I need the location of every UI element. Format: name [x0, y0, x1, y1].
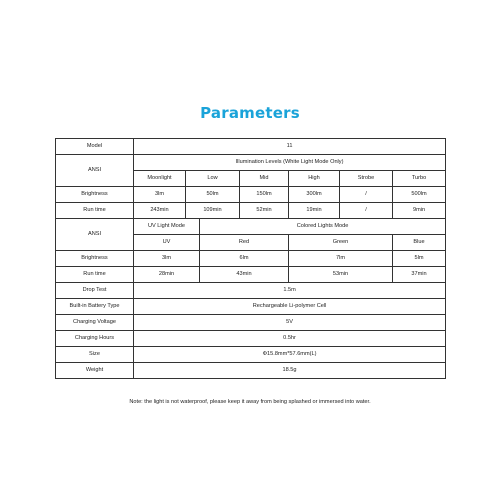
- color-brightness-value: 5lm: [393, 251, 446, 267]
- mode-mid: Mid: [240, 171, 289, 187]
- row-white-brightness: [56, 187, 446, 203]
- colored-mode-header: Colored Lights Mode: [200, 219, 446, 235]
- white-brightness-label: Brightness: [56, 187, 134, 203]
- battery-value: Rechargeable Li-polymer Cell: [134, 299, 446, 315]
- charging-voltage-label: Charging Voltage: [56, 315, 134, 331]
- white-brightness-value: /: [340, 187, 393, 203]
- color-runtime-value: 53min: [289, 267, 393, 283]
- drop-test-label: Drop Test: [56, 283, 134, 299]
- row-battery: [56, 299, 446, 315]
- page-title: Parameters: [200, 104, 300, 122]
- row-model: [56, 139, 446, 155]
- charging-hours-value: 0.5hr: [134, 331, 446, 347]
- color-brightness-value: 6lm: [200, 251, 289, 267]
- white-ansi-label: ANSI: [56, 155, 134, 187]
- row-charging-voltage: [56, 315, 446, 331]
- row-color-brightness: [56, 251, 446, 267]
- color-runtime-label: Run time: [56, 267, 134, 283]
- row-white-runtime: [56, 203, 446, 219]
- white-brightness-value: 50lm: [186, 187, 240, 203]
- mode-low: Low: [186, 171, 240, 187]
- mode-blue: Blue: [393, 235, 446, 251]
- waterproof-note: Note: the light is not waterproof, please keep it away from being splashed or immersed into water.: [129, 399, 371, 405]
- white-runtime-value: 19min: [289, 203, 340, 219]
- white-runtime-value: 109min: [186, 203, 240, 219]
- charging-voltage-value: 5V: [134, 315, 446, 331]
- row-charging-hours: [56, 331, 446, 347]
- color-runtime-value: 28min: [134, 267, 200, 283]
- mode-high: High: [289, 171, 340, 187]
- mode-red: Red: [200, 235, 289, 251]
- row-color-runtime: [56, 267, 446, 283]
- row-weight: [56, 363, 446, 379]
- drop-test-value: 1.5m: [134, 283, 446, 299]
- charging-hours-label: Charging Hours: [56, 331, 134, 347]
- mode-turbo: Turbo: [393, 171, 446, 187]
- color-ansi-label: ANSI: [56, 219, 134, 251]
- white-runtime-value: /: [340, 203, 393, 219]
- size-label: Size: [56, 347, 134, 363]
- white-runtime-value: 243min: [134, 203, 186, 219]
- white-brightness-value: 3lm: [134, 187, 186, 203]
- white-brightness-value: 150lm: [240, 187, 289, 203]
- model-label: Model: [56, 139, 134, 155]
- color-brightness-value: 3lm: [134, 251, 200, 267]
- model-value: 11: [134, 139, 446, 155]
- size-value: Φ15.8mm*57.6mm(L): [134, 347, 446, 363]
- uv-mode-header: UV Light Mode: [134, 219, 200, 235]
- mode-strobe: Strobe: [340, 171, 393, 187]
- row-color-header: [56, 219, 446, 235]
- battery-label: Built-in Battery Type: [56, 299, 134, 315]
- row-white-header: [56, 155, 446, 171]
- color-runtime-value: 43min: [200, 267, 289, 283]
- color-runtime-value: 37min: [393, 267, 446, 283]
- color-brightness-label: Brightness: [56, 251, 134, 267]
- white-brightness-value: 300lm: [289, 187, 340, 203]
- mode-uv: UV: [134, 235, 200, 251]
- weight-label: Weight: [56, 363, 134, 379]
- parameters-table: [55, 138, 446, 379]
- white-mode-header: Illumination Levels (White Light Mode Only): [134, 155, 446, 171]
- white-runtime-value: 52min: [240, 203, 289, 219]
- white-runtime-label: Run time: [56, 203, 134, 219]
- white-runtime-value: 9min: [393, 203, 446, 219]
- row-drop-test: [56, 283, 446, 299]
- mode-green: Green: [289, 235, 393, 251]
- weight-value: 18.5g: [134, 363, 446, 379]
- color-brightness-value: 7lm: [289, 251, 393, 267]
- white-brightness-value: 500lm: [393, 187, 446, 203]
- mode-moonlight: Moonlight: [134, 171, 186, 187]
- row-size: [56, 347, 446, 363]
